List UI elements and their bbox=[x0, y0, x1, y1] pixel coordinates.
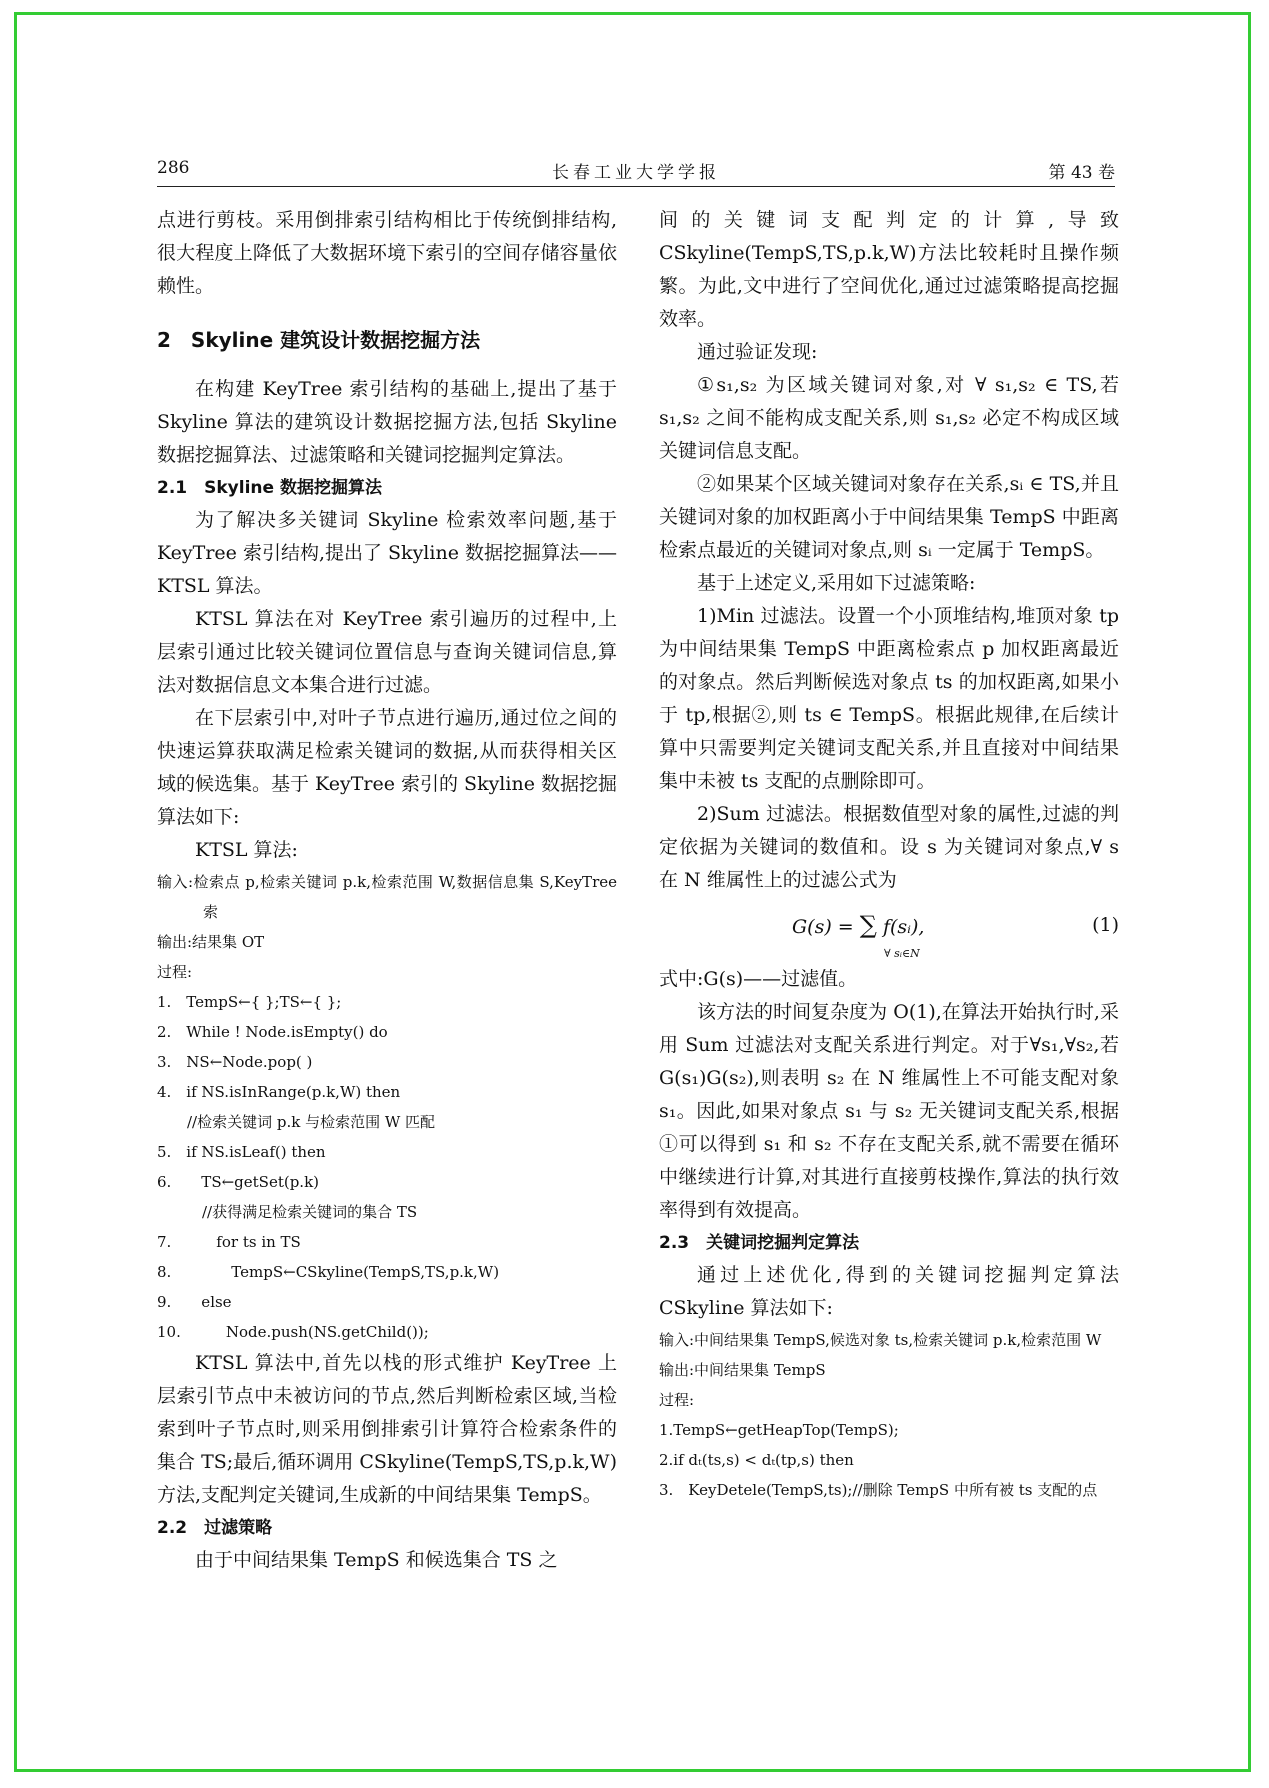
journal-title: 长春工业大学学报 bbox=[552, 163, 720, 183]
paragraph-rule-1: ①s₁,s₂ 为区域关键词对象,对 ∀ s₁,s₂ ∈ TS,若 s₁,s₂ 之间不能构成支配关系,则 s₁,s₂ 必定不构成区域关键词信息支配。 bbox=[659, 374, 1119, 462]
algorithm-line: 10. Node.push(NS.getChild()); bbox=[157, 1323, 429, 1341]
volume-label: 第 43 卷 bbox=[1048, 163, 1115, 183]
equation-body bbox=[792, 909, 925, 960]
equation-1 bbox=[659, 901, 1119, 960]
left-column bbox=[157, 204, 617, 1577]
sum-subscript: ∀ sᵢ∈N bbox=[884, 947, 920, 960]
algorithm-process-label: 过程: bbox=[659, 1391, 695, 1409]
algorithm-line: 6. TS←getSet(p.k) bbox=[157, 1173, 320, 1191]
paragraph-verify: 通过验证发现: bbox=[697, 341, 818, 363]
equation-number: (1) bbox=[1092, 914, 1119, 936]
paragraph-section-2: 在构建 KeyTree 索引结构的基础上,提出了基于 Skyline 算法的建筑设计数据挖掘方法,包括 Skyline 数据挖掘算法、过滤策略和关键词挖掘判定算法。 bbox=[157, 378, 617, 466]
paragraph-min-filter: 1)Min 过滤法。设置一个小顶堆结构,堆顶对象 tp 为中间结果集 TempS 中距离检索点 p 加权距离最近的对象点。然后判断候选对象点 ts 的加权距离,如果小于 tp,根据②,则 ts ∈ TempS。根据此规律,在后续计算中只需要判定关键词支配关系,并且直接对中间结果集中未被 ts 支配的点删除即可。 bbox=[659, 605, 1119, 792]
page-number: 286 bbox=[157, 158, 190, 178]
algorithm-output: 输出:结果集 OT bbox=[157, 933, 265, 951]
algorithm-name: KTSL 算法: bbox=[195, 839, 298, 861]
paragraph-complexity: 该方法的时间复杂度为 O(1),在算法开始执行时,采用 Sum 过滤法对支配关系进行判定。对于∀s₁,∀s₂,若 G(s₁)G(s₂),则表明 s₂ 在 N 维属性上不可能支配对象 s₁。因此,如果对象点 s₁ 与 s₂ 无关键词支配关系,根据①可以得到 s₁ 和 s₂ 不存在支配关系,就不需要在循环中继续进行计算,对其进行直接剪枝操作,算法的执行效率得到有效提高。 bbox=[659, 1001, 1119, 1221]
paragraph-strategy: 基于上述定义,采用如下过滤策略: bbox=[697, 572, 976, 594]
paragraph-continued: 间的关键词支配判定的计算,导致 CSkyline(TempS,TS,p.k,W)方法比较耗时且操作频繁。为此,文中进行了空间优化,通过过滤策略提高挖掘效率。 bbox=[659, 209, 1119, 330]
algorithm-comment: //检索关键词 p.k 与检索范围 W 匹配 bbox=[157, 1113, 436, 1131]
paragraph-intro: 点进行剪枝。采用倒排索引结构相比于传统倒排结构,很大程度上降低了大数据环境下索引的空间存储容量依赖性。 bbox=[157, 209, 617, 297]
cskyline-algorithm bbox=[659, 1325, 1119, 1505]
algorithm-line: 1.TempS←getHeapTop(TempS); bbox=[659, 1421, 899, 1439]
paragraph-2-1-c: 在下层索引中,对叶子节点进行遍历,通过位之间的快速运算获取满足检索关键词的数据,从而获得相关区域的候选集。基于 KeyTree 索引的 Skyline 数据挖掘算法如下: bbox=[157, 707, 617, 828]
paragraph-2-1-b: KTSL 算法在对 KeyTree 索引遍历的过程中,上层索引通过比较关键词位置信息与查询关键词信息,算法对数据信息文本集合进行过滤。 bbox=[157, 608, 617, 696]
algorithm-process-label: 过程: bbox=[157, 963, 193, 981]
algorithm-line: 4. if NS.isInRange(p.k,W) then bbox=[157, 1083, 401, 1101]
algorithm-line: 2.if dₜ(ts,s) < dₜ(tp,s) then bbox=[659, 1451, 854, 1469]
paragraph-2-2: 由于中间结果集 TempS 和候选集合 TS 之 bbox=[195, 1549, 558, 1571]
algorithm-line: 3. NS←Node.pop( ) bbox=[157, 1053, 313, 1071]
section-2-3-heading: 2.3 关键词挖掘判定算法 bbox=[659, 1233, 860, 1253]
header-rule bbox=[157, 186, 1115, 187]
algorithm-line: 7. for ts in TS bbox=[157, 1233, 301, 1251]
algorithm-line: 8. TempS←CSkyline(TempS,TS,p.k,W) bbox=[157, 1263, 500, 1281]
paragraph-where: 式中:G(s)——过滤值。 bbox=[659, 968, 858, 990]
equation-lhs: G(s) = bbox=[792, 916, 860, 938]
algorithm-output: 输出:中间结果集 TempS bbox=[659, 1361, 826, 1379]
algorithm-line: 2. While ! Node.isEmpty() do bbox=[157, 1023, 388, 1041]
algorithm-comment: //获得满足检索关键词的集合 TS bbox=[157, 1203, 418, 1221]
paragraph-2-3: 通过上述优化,得到的关键词挖掘判定算法 CSkyline 算法如下: bbox=[659, 1264, 1119, 1319]
right-column bbox=[659, 204, 1119, 1505]
paragraph-sum-filter: 2)Sum 过滤法。根据数值型对象的属性,过滤的判定依据为关键词的数值和。设 s 为关键词对象点,∀ s 在 N 维属性上的过滤公式为 bbox=[659, 803, 1119, 891]
equation-rhs: f(sᵢ), bbox=[876, 916, 925, 938]
ktsl-algorithm bbox=[157, 867, 617, 1347]
section-2-heading: 2 Skyline 建筑设计数据挖掘方法 bbox=[157, 328, 481, 352]
algorithm-line: 3. KeyDetele(TempS,ts);//删除 TempS 中所有被 ts 支配的点 bbox=[659, 1481, 1098, 1499]
running-header bbox=[157, 152, 1115, 186]
sum-symbol: ∑ bbox=[859, 911, 877, 939]
algorithm-line: 5. if NS.isLeaf() then bbox=[157, 1143, 326, 1161]
paragraph-after-algorithm: KTSL 算法中,首先以栈的形式维护 KeyTree 上层索引节点中未被访问的节点,然后判断检索区域,当检索到叶子节点时,则采用倒排索引计算符合检索条件的集合 TS;最后,循环调用 CSkyline(TempS,TS,p.k,W)方法,支配判定关键词,生成新的中间结果集 TempS。 bbox=[157, 1352, 617, 1506]
section-2-2-heading: 2.2 过滤策略 bbox=[157, 1518, 273, 1538]
algorithm-line: 9. else bbox=[157, 1293, 232, 1311]
section-2-1-heading: 2.1 Skyline 数据挖掘算法 bbox=[157, 478, 382, 498]
paragraph-rule-2: ②如果某个区域关键词对象存在关系,sᵢ ∈ TS,并且关键词对象的加权距离小于中间结果集 TempS 中距离检索点最近的关键词对象点,则 sᵢ 一定属于 TempS。 bbox=[659, 473, 1119, 561]
algorithm-input: 输入:检索点 p,检索关键词 p.k,检索范围 W,数据信息集 S,KeyTree 索 bbox=[157, 873, 617, 921]
algorithm-line: 1. TempS←{ };TS←{ }; bbox=[157, 993, 342, 1011]
paragraph-2-1-a: 为了解决多关键词 Skyline 检索效率问题,基于 KeyTree 索引结构,提出了 Skyline 数据挖掘算法—— KTSL 算法。 bbox=[157, 509, 617, 597]
algorithm-input: 输入:中间结果集 TempS,候选对象 ts,检索关键词 p.k,检索范围 W bbox=[659, 1331, 1102, 1349]
